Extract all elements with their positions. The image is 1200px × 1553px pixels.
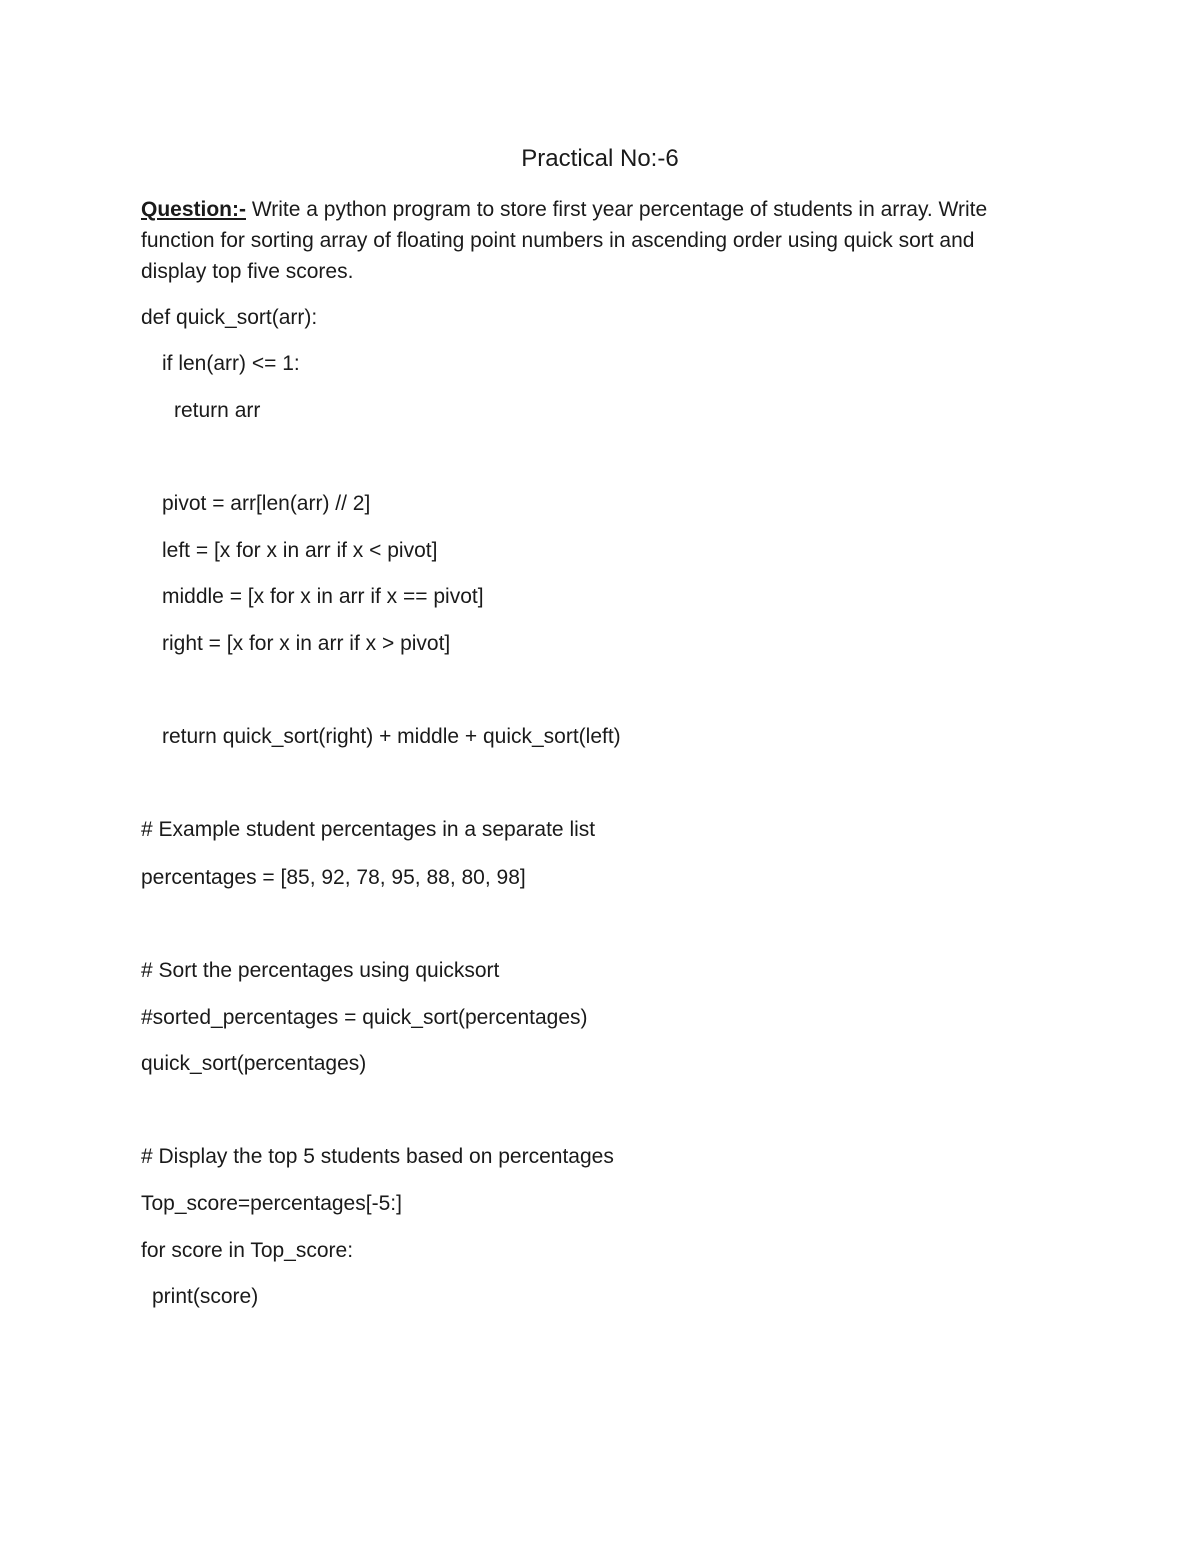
code-line-return-arr: return arr: [174, 399, 261, 422]
code-line-pivot: pivot = arr[len(arr) // 2]: [162, 492, 371, 515]
question-label: Question:-: [141, 198, 246, 221]
code-line-print: print(score): [152, 1285, 259, 1308]
code-line-sorted-commented: #sorted_percentages = quick_sort(percentages): [141, 1006, 588, 1029]
code-line-comment-example: # Example student percentages in a separate list: [141, 818, 596, 841]
code-line-top-score: Top_score=percentages[-5:]: [141, 1192, 402, 1215]
code-line-comment-sort: # Sort the percentages using quicksort: [141, 959, 500, 982]
code-line-for: for score in Top_score:: [141, 1239, 354, 1262]
code-line-middle: middle = [x for x in arr if x == pivot]: [162, 585, 484, 608]
code-line-if: if len(arr) <= 1:: [162, 352, 300, 375]
code-line-right: right = [x for x in arr if x > pivot]: [162, 632, 451, 655]
code-line-percentages: percentages = [85, 92, 78, 95, 88, 80, 98]: [141, 866, 526, 889]
code-line-def: def quick_sort(arr):: [141, 306, 318, 329]
question-text: Write a python program to store first year percentage of students in array. Write function for sorting array of floating point numbers in ascending order using quick sort and display top five scores.: [141, 198, 988, 283]
code-line-quick-sort-call: quick_sort(percentages): [141, 1052, 367, 1075]
question-paragraph: [141, 194, 1041, 287]
code-line-return-sorted: return quick_sort(right) + middle + quick_sort(left): [162, 725, 621, 748]
code-line-left: left = [x for x in arr if x < pivot]: [162, 539, 438, 562]
page-title: Practical No:-6: [521, 145, 679, 172]
code-line-comment-display: # Display the top 5 students based on percentages: [141, 1145, 614, 1168]
